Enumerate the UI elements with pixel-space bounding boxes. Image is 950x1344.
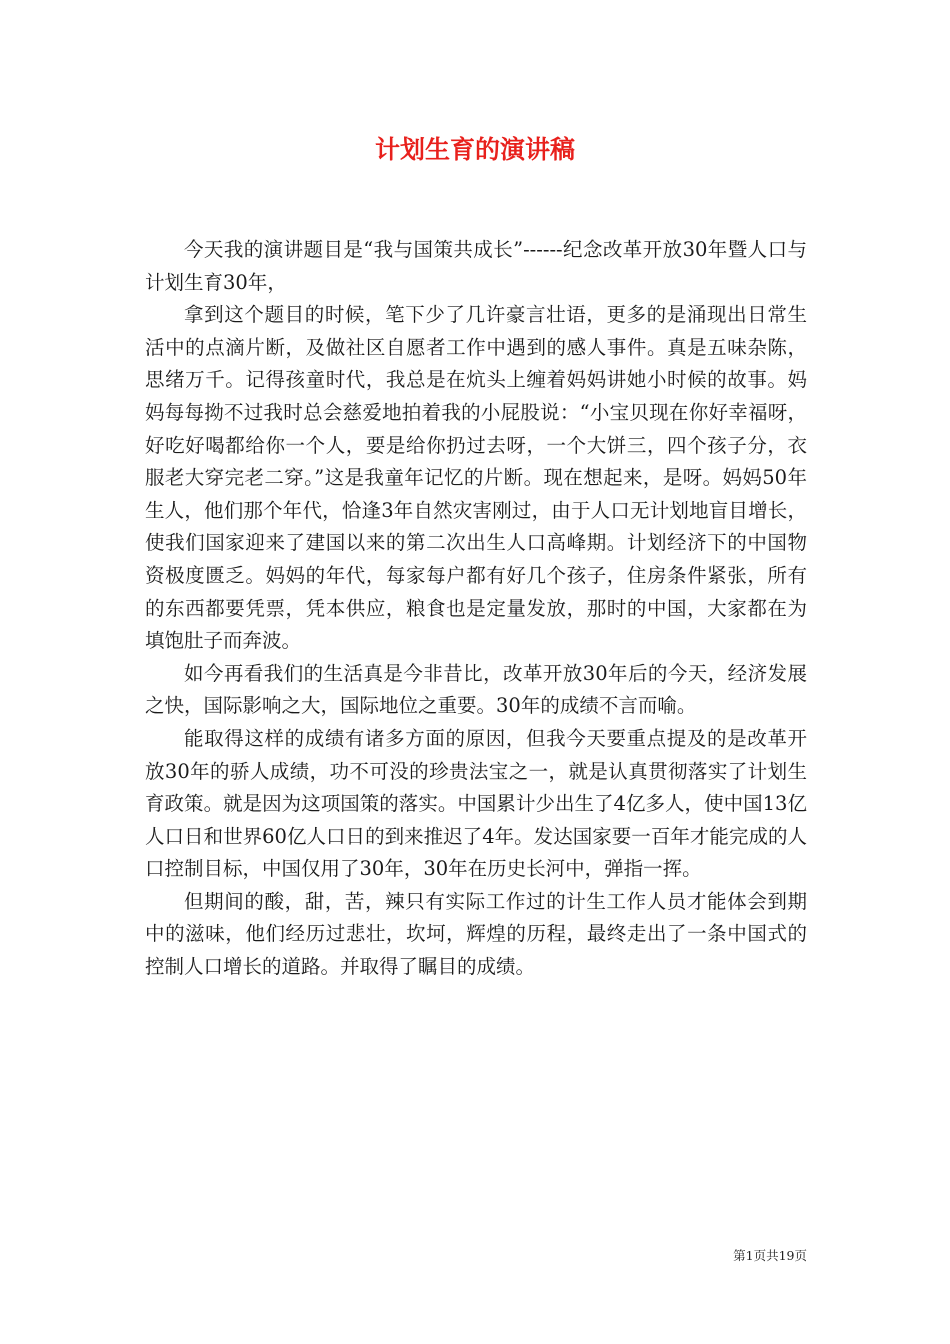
paragraph-2: 拿到这个题目的时候，笔下少了几许豪言壮语，更多的是涌现出日常生活中的点滴片断，及做社区自愿者工作中遇到的感人事件。真是五味杂陈，思绪万千。记得孩童时代，我总是在炕头上缠着妈妈讲她小时候的故事。妈妈每每拗不过我时总会慈爱地拍着我的小屁股说：“小宝贝现在你好幸福呀，好吃好喝都给你一个人，要是给你扔过去呀，一个大饼三，四个孩子分，衣服老大穿完老二穿。”这是我童年记忆的片断。现在想起来，是呀。妈妈50年生人，他们那个年代，恰逢3年自然灾害刚过，由于人口无计划地盲目增长，使我们国家迎来了建国以来的第二次出生人口高峰期。计划经济下的中国物资极度匮乏。妈妈的年代，每家每户都有好几个孩子，住房条件紧张，所有的东西都要凭票，凭本供应，粮食也是定量发放，那时的中国，大家都在为填饱肚子而奔波。	[145, 303, 807, 653]
paragraph-1: 今天我的演讲题目是“我与国策共成长”------纪念改革开放30年暨人口与计划生育30年，	[145, 238, 807, 294]
document-title: 计划生育的演讲稿	[374, 135, 575, 164]
paragraph-5: 但期间的酸，甜，苦，辣只有实际工作过的计生工作人员才能体会到期中的滋味，他们经历过悲壮，坎坷，辉煌的历程，最终走出了一条中国式的控制人口增长的道路。并取得了瞩目的成绩。	[145, 889, 807, 979]
page-number-footer: 第1页共19页	[733, 1248, 807, 1263]
paragraph-3: 如今再看我们的生活真是今非昔比，改革开放30年后的今天，经济发展之快，国际影响之大，国际地位之重要。30年的成绩不言而喻。	[145, 661, 807, 718]
document-body	[145, 234, 807, 984]
paragraph-4: 能取得这样的成绩有诸多方面的原因，但我今天要重点提及的是改革开放30年的骄人成绩，功不可没的珍贵法宝之一，就是认真贯彻落实了计划生育政策。就是因为这项国策的落实。中国累计少出生了4亿多人，使中国13亿人口日和世界60亿人口日的到来推迟了4年。发达国家要一百年才能完成的人口控制目标，中国仅用了30年，30年在历史长河中，弹指一挥。	[145, 726, 807, 881]
